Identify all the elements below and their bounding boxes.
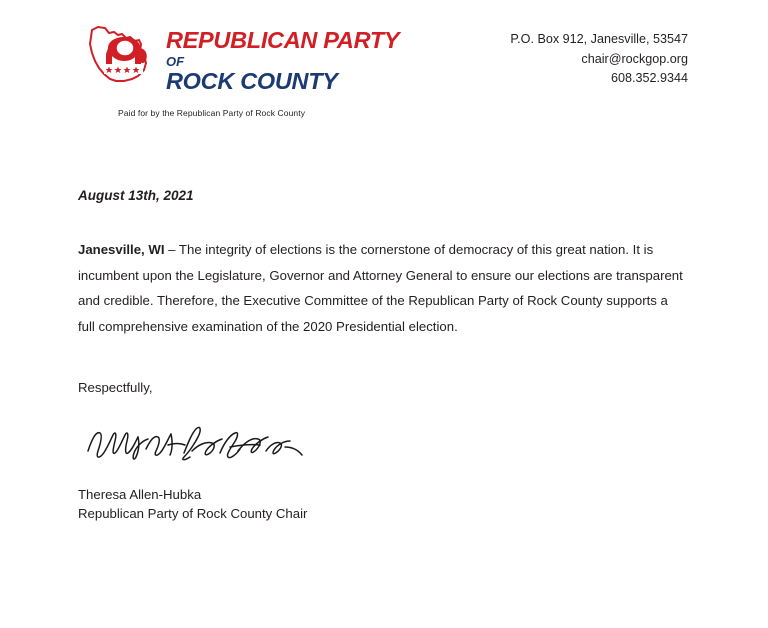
letter-closing: Respectfully, xyxy=(78,379,153,395)
logo-line-rock-county: ROCK COUNTY xyxy=(166,67,338,94)
letter-dateline: Janesville, WI xyxy=(78,242,165,257)
signature-block xyxy=(78,485,690,523)
signer-title: Republican Party of Rock County Chair xyxy=(78,506,308,522)
letter-content xyxy=(78,188,690,523)
signer-name: Theresa Allen-Hubka xyxy=(78,486,202,502)
contact-email: chair@rockgop.org xyxy=(581,51,688,66)
contact-info xyxy=(510,30,688,89)
logo-wordmark xyxy=(166,22,408,93)
logo-line-republican-party: REPUBLICAN PARTY xyxy=(166,27,400,53)
paid-for-by-disclaimer: Paid for by the Republican Party of Rock County xyxy=(118,108,306,118)
letter-date: August 13th, 2021 xyxy=(78,188,194,203)
contact-address: P.O. Box 912, Janesville, 53547 xyxy=(510,32,688,46)
letter-paragraph xyxy=(78,237,688,340)
signature-image xyxy=(80,417,310,469)
organization-logo xyxy=(78,22,408,132)
letterhead xyxy=(0,14,768,134)
logo-word-of: OF xyxy=(166,53,185,69)
wisconsin-elephant-logo-icon xyxy=(78,24,166,98)
letter-body-text: – The integrity of elections is the cornerstone of democracy of this great nation. It is incumbent upon the Legislature, Governor and Attorney General to ensure our elections are transparent and credible. Therefore, the Executive Committee of the Republican Party of Rock County supports a full comprehensive examination of the 2020 Presidential election. xyxy=(78,242,683,335)
contact-phone: 608.352.9344 xyxy=(610,71,688,86)
